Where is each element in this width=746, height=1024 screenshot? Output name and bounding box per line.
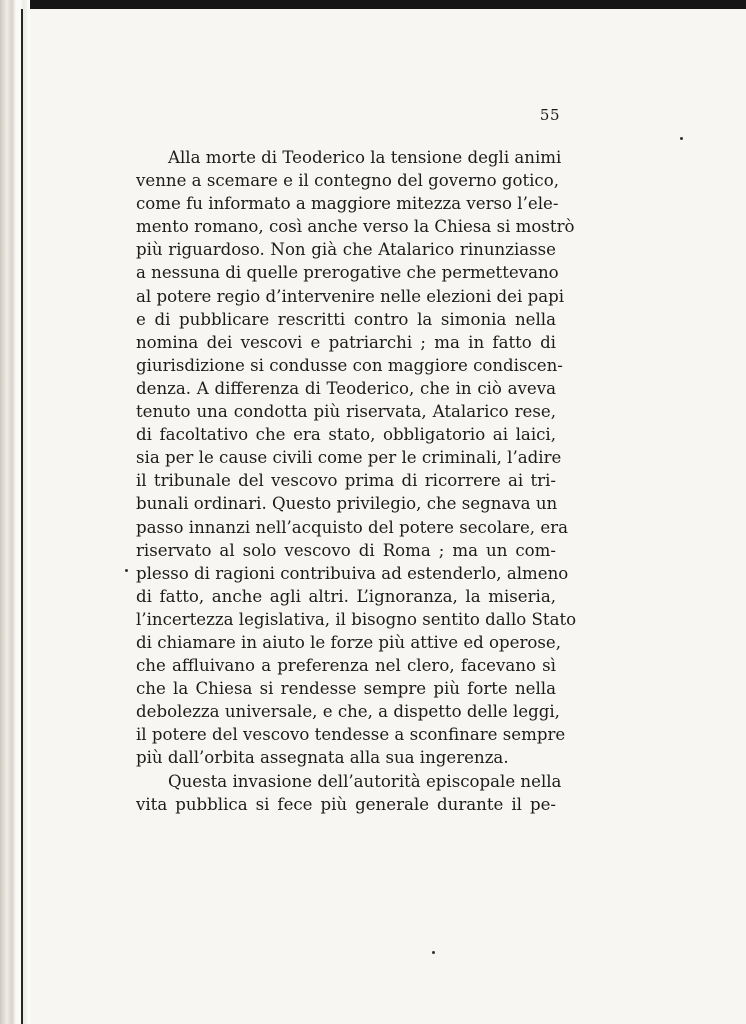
text-line: più dall’orbita assegnata alla sua ingerenza. bbox=[136, 748, 509, 768]
text-line: l’incertezza legislativa, il bisogno sentito dallo Stato bbox=[136, 609, 577, 629]
left-rule bbox=[21, 9, 23, 1024]
text-line: come fu informato a maggiore mitezza verso l’ele- bbox=[136, 194, 559, 214]
text-line: nomina dei vescovi e patriarchi ; ma in fatto di bbox=[136, 332, 556, 352]
body-text bbox=[136, 146, 577, 816]
text-line: che la Chiesa si rendesse sempre più forte nella bbox=[136, 679, 556, 699]
text-line: giurisdizione si condusse con maggiore condiscen- bbox=[136, 355, 563, 375]
text-line: passo innanzi nell’acquisto del potere secolare, era bbox=[136, 517, 568, 537]
text-line: di chiamare in aiuto le forze più attive ed operose, bbox=[136, 632, 562, 652]
binding-edge bbox=[0, 0, 30, 1024]
speck bbox=[432, 951, 435, 954]
text-line: il potere del vescovo tendesse a sconfinare sempre bbox=[136, 725, 566, 745]
text-line: sia per le cause civili come per le criminali, l’adire bbox=[136, 448, 562, 468]
text-line: al potere regio d’intervenire nelle elezioni dei papi bbox=[136, 286, 565, 306]
text-line: debolezza universale, e che, a dispetto delle leggi, bbox=[136, 702, 560, 722]
text-line: venne a scemare e il contegno del governo gotico, bbox=[136, 171, 559, 191]
text-line: di facoltativo che era stato, obbligatorio ai laici, bbox=[136, 425, 556, 445]
text-line: più riguardoso. Non già che Atalarico rinunziasse bbox=[136, 240, 556, 260]
text-line: Alla morte di Teoderico la tensione degli animi bbox=[168, 148, 562, 167]
top-border bbox=[0, 0, 746, 9]
text-line: mento romano, così anche verso la Chiesa si mostrò bbox=[136, 217, 575, 237]
text-line: che affluivano a preferenza nel clero, facevano sì bbox=[136, 656, 556, 676]
text-line: Questa invasione dell’autorità episcopale nella bbox=[168, 771, 562, 791]
text-line: denza. A differenza di Teoderico, che in ciò aveva bbox=[136, 378, 556, 398]
text-line: vita pubblica si fece più generale durante il pe- bbox=[136, 794, 556, 814]
speck bbox=[125, 569, 128, 572]
text-line: plesso di ragioni contribuiva ad estenderlo, almeno bbox=[136, 563, 569, 583]
page-number: 55 bbox=[539, 106, 560, 124]
text-line: di fatto, anche agli altri. L’ignoranza, la miseria, bbox=[136, 586, 556, 606]
text-line: il tribunale del vescovo prima di ricorrere ai tri- bbox=[136, 471, 556, 491]
text-line: tenuto una condotta più riservata, Atalarico rese, bbox=[136, 402, 556, 422]
text-line: riservato al solo vescovo di Roma ; ma un com- bbox=[136, 540, 556, 560]
text-line: bunali ordinari. Questo privilegio, che segnava un bbox=[136, 494, 558, 514]
text-line: e di pubblicare rescritti contro la simonia nella bbox=[136, 309, 556, 329]
speck bbox=[680, 137, 683, 140]
text-line: a nessuna di quelle prerogative che permettevano bbox=[136, 263, 559, 283]
